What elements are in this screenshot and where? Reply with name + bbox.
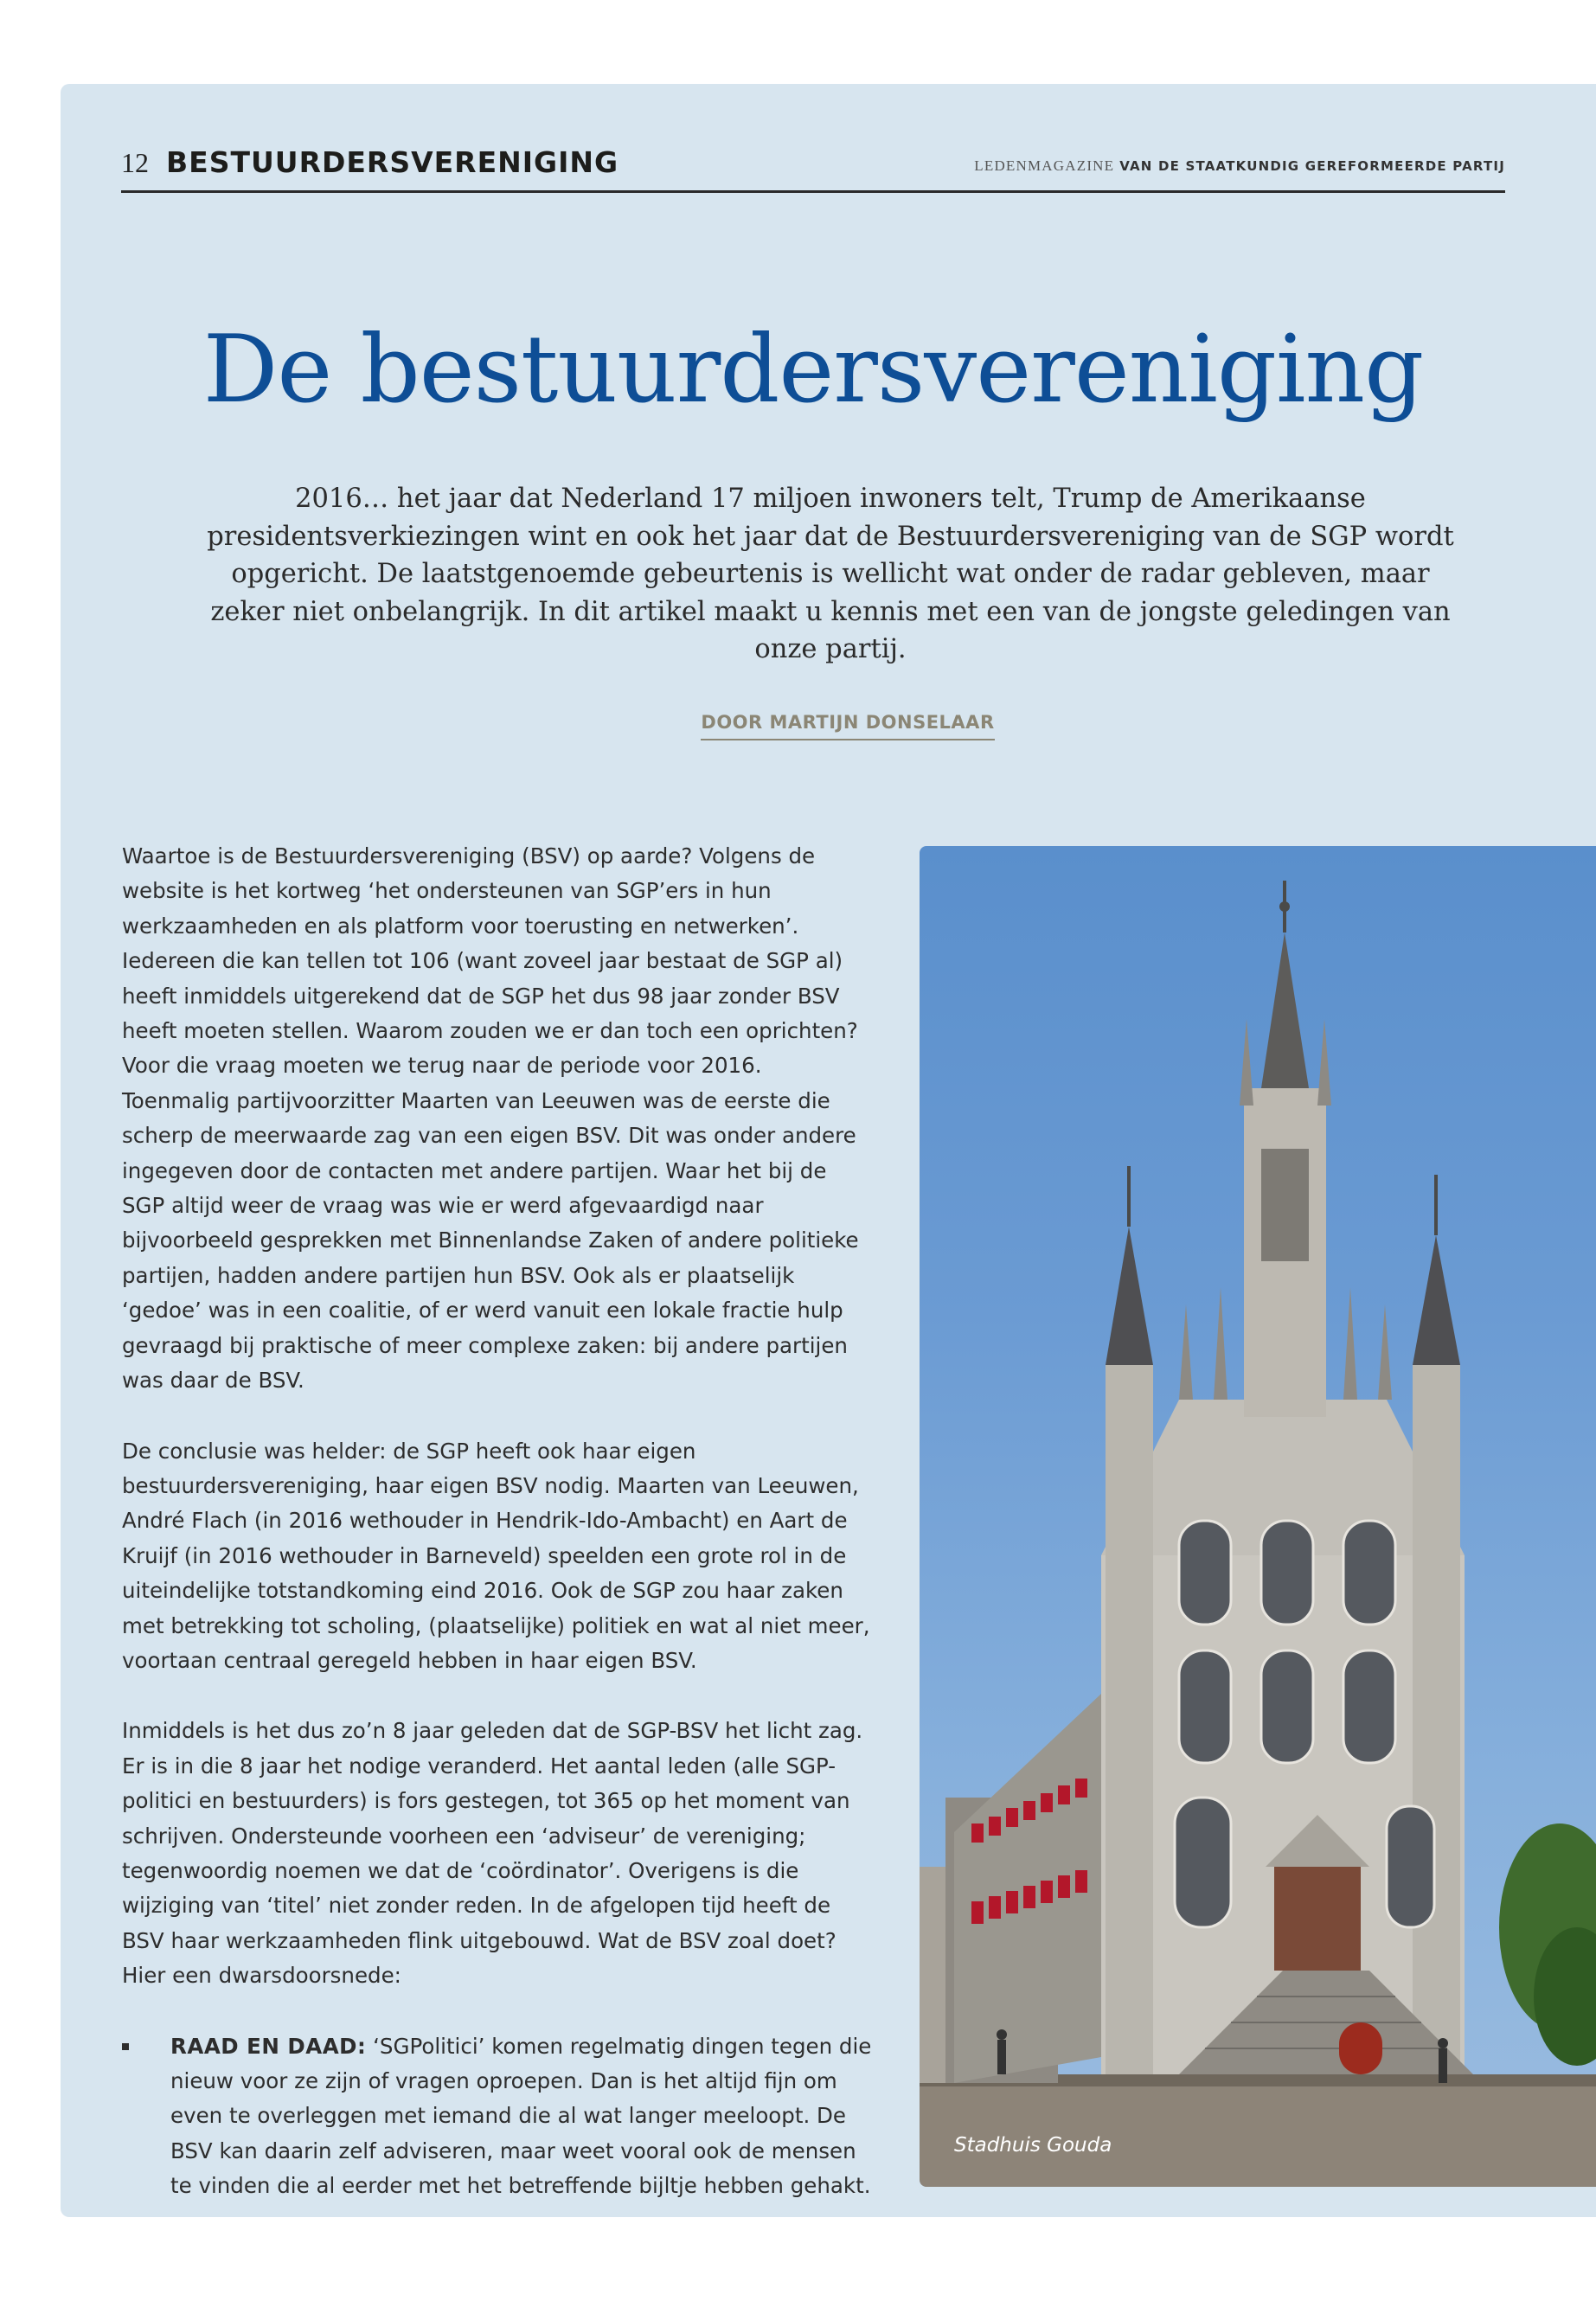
left-turret-spire [1106,1227,1153,1365]
right-turret [1413,1365,1460,2074]
bullet-lead: RAAD EN DAAD: [170,2033,367,2059]
photo-caption: Stadhuis Gouda [954,2134,1112,2157]
bullet-list [122,2029,875,2204]
section-title: BESTUURDERSVERENIGING [166,145,619,179]
magazine-rest: VAN DE STAATKUNDIG GEREFORMEERDE PARTIJ [1119,158,1505,174]
lower-door [1339,2022,1382,2074]
article-byline [692,712,1003,740]
town-hall-illustration [920,846,1596,2187]
article-title: De bestuurdersvereniging [202,316,1424,424]
byline-text: DOOR MARTIJN DONSELAAR [701,712,994,740]
list-item [122,2029,875,2204]
paragraph: De conclusie was helder: de SGP heeft ook haar eigen bestuurdersvereniging, haar eigen BSV nodig. Maarten van Leeuwen, André Flach (in 2016 wethouder in Hendrik-Ido-Ambacht) en Aart de Kruijf (in 2016 wethouder in Barneveld) speelden een grote rol in de uiteindelijke totstandkoming eind 2016. Ook de SGP zou haar zaken met betrekking tot scholing, (plaatselijke) politiek en wat al niet meer, voortaan centraal geregeld hebben in haar eigen BSV. [122,1438,870,1673]
magazine-prefix: LEDENMAGAZINE [974,157,1115,174]
right-turret-spire [1413,1235,1460,1365]
bullet-square-icon [122,2043,129,2050]
left-turret [1106,1365,1153,2074]
magazine-name [974,157,1505,175]
square-ground [920,2074,1596,2187]
article-intro: 2016… het jaar dat Nederland 17 miljoen inwoners telt, Trump de Amerikaanse presidentsverkiezingen wint en ook het jaar dat de Bestuurdersvereniging van de SGP wordt opgericht. De laatstgenoemde gebeurtenis is wellicht wat onder de radar gebleven, maar zeker niet onbelangrijk. In dit artikel maakt u kennis met een van de jongste geledingen van onze partij. [207,484,1454,664]
page-header [121,142,1505,193]
article-body [122,839,875,2204]
bullet-text: ‘SGPoliticі’ komen regelmatig dingen tegen die nieuw voor ze zijn of vragen oproepen. Dan is het altijd fijn om even te overleggen met iemand die al wat langer meeloopt. De BSV kan daarin zelf adviseren, maar weet vooral ook de mensen te vinden die al eerder met het betreffende bijltje hebben gehakt. [170,2033,872,2199]
page-number: 12 [121,147,149,178]
town-hall-photo [920,846,1596,2187]
paragraph: Inmiddels is het dus zo’n 8 jaar geleden dat de SGP-BSV het licht zag. Er is in die 8 jaar het nodige veranderd. Het aantal leden (alle SGP-politici en bestuurders) is fors gestegen, tot 365 op het moment van schrijven. Ondersteunde voorheen een ‘adviseur’ de vereniging; tegenwoordig noemen we dat de ‘coördinator’. Overigens is die wijziging van ‘titel’ niet zonder reden. In de afgelopen tijd heeft de BSV haar werkzaamheden flink uitgebouwd. Wat de BSV zoal doet? Hier een dwarsdoorsnede: [122,1718,863,1989]
paragraph: Waartoe is de Bestuurdersvereniging (BSV) op aarde? Volgens de website is het kortweg ‘het ondersteunen van SGP’ers in hun werkzaamheden en als platform voor toerusting en netwerken’. Iedereen die kan tellen tot 106 (want zoveel jaar bestaat de SGP al) heeft inmiddels uitgerekend dat de SGP het dus 98 jaar zonder BSV heeft moeten stellen. Waarom zouden we er dan toch een oprichten? Voor die vraag moeten we terug naar de periode voor 2016. Toenmalig partijvoorzitter Maarten van Leeuwen was de eerste die scherp de meerwaarde zag van een eigen BSV. Dit was onder andere ingegeven door de contacten met andere partijen. Waar het bij de SGP altijd weer de vraag was wie er werd afgevaardigd naar bijvoorbeeld gesprekken met Binnenlandse Zaken of andere politieke partijen, hadden andere partijen hun BSV. Ook als er plaatselijk ‘gedoe’ was in een coalitie, of er werd vanuit een lokale fractie hulp gevraagd bij praktische of meer complexe zaken: bij andere partijen was daar de BSV. [122,843,859,1394]
entrance-door [1274,1867,1361,1971]
tower-spire [1261,933,1309,1088]
